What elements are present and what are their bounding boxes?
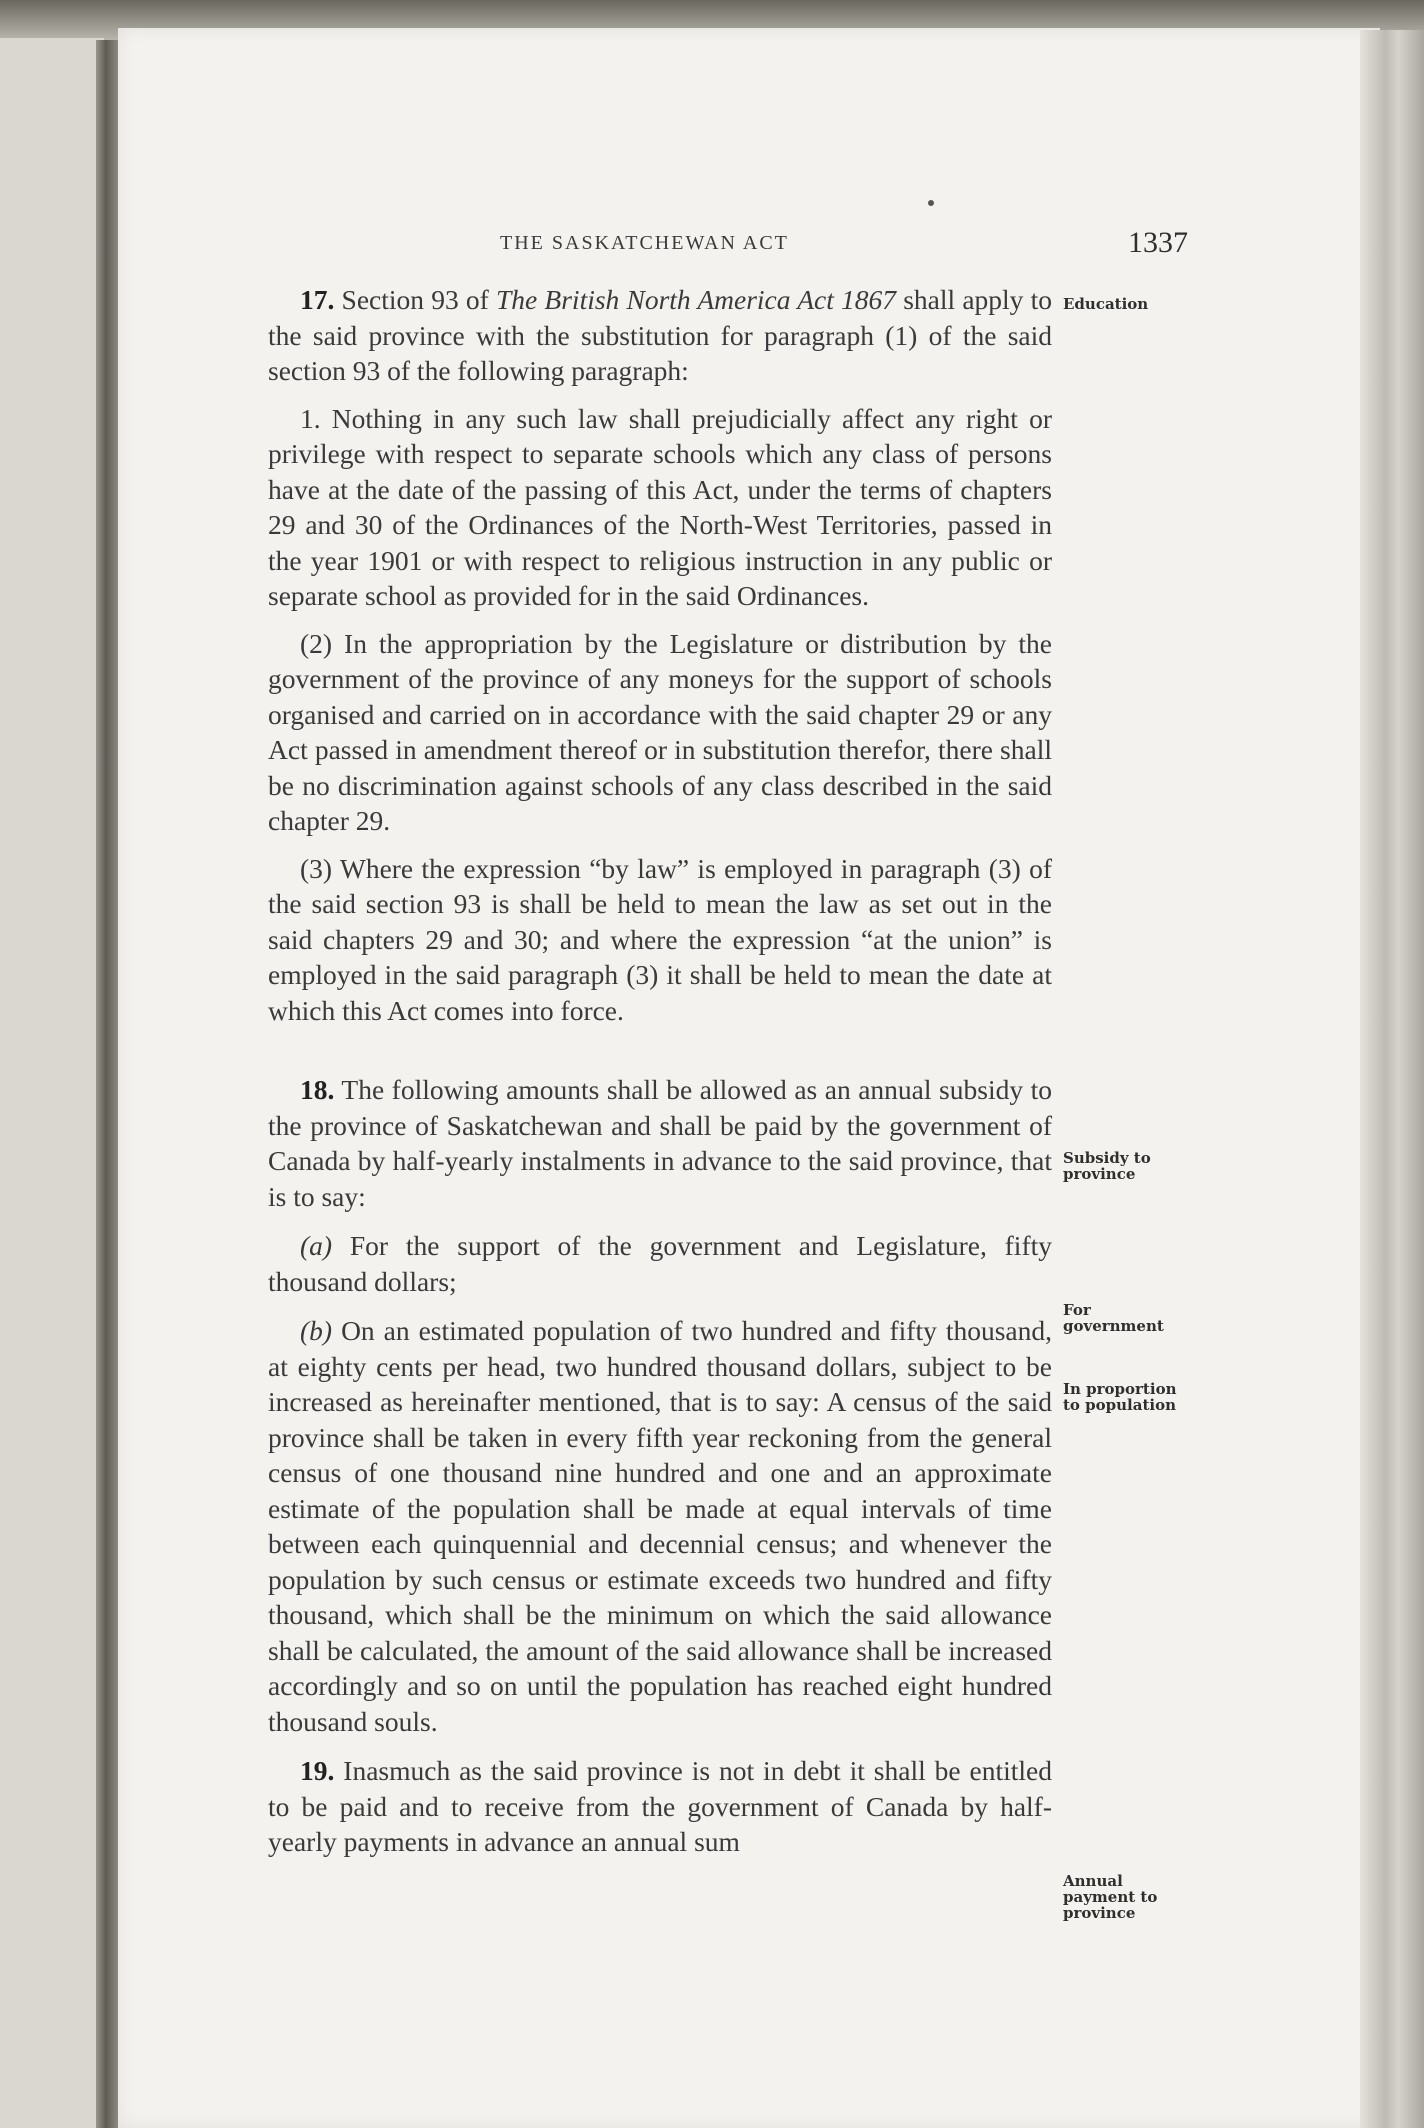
margin-note-subsidy: Subsidy to province: [1063, 1149, 1151, 1183]
section-19-body: Inasmuch as the said province is not in debt it shall be entitled to be paid and to receive from the government of Canada by half-yearly payments in advance an annual sum: [268, 1755, 1052, 1857]
book-gutter: [96, 40, 118, 2128]
section-17-intro-b: shall apply to the said province with the substitution for paragraph (1) of the said section 93 of the following paragraph:: [268, 284, 1052, 386]
section-17-number: 17.: [300, 284, 335, 315]
margin-note-government: For government: [1063, 1301, 1164, 1335]
section-18-number: 18.: [300, 1074, 335, 1105]
running-head: [268, 226, 1188, 266]
act-title: The British North America Act 1867: [496, 284, 897, 315]
clause-b-label: (b): [300, 1315, 333, 1346]
margin-note-education: Education: [1063, 295, 1149, 313]
ink-speck: [928, 200, 934, 206]
margin-note-population: In proportion to population: [1063, 1380, 1177, 1414]
facing-page-edge: [0, 38, 104, 2128]
section-18-intro-text: The following amounts shall be allowed as an annual subsidy to the province of Saskatchewan and shall be paid by the government of Canada by half-yearly instalments in advance to the said province, that is to say:: [268, 1074, 1052, 1212]
section-18-intro: [268, 1072, 1052, 1214]
page-stack-edge: [1360, 30, 1424, 2128]
page-body: [268, 282, 1052, 1860]
page-number: 1337: [1128, 226, 1188, 259]
section-18-clause-a: [268, 1228, 1052, 1299]
clause-a-text: For the support of the government and Legislature, fifty thousand dollars;: [268, 1230, 1052, 1297]
section-17-paragraph-3: (3) Where the expression “by law” is employed in paragraph (3) of the said section 93 is shall be held to mean the law as set out in the said chapters 29 and 30; and where the expression “at the union” is employed in the said paragraph (3) it shall be held to mean the date at which this Act comes into force.: [268, 852, 1052, 1026]
section-19-text: [268, 1753, 1052, 1860]
section-18-clause-b: [268, 1313, 1052, 1739]
clause-b-text: On an estimated population of two hundred and fifty thousand, at eighty cents per head, two hundred thousand dollars, subject to be increased as hereinafter mentioned, that is to say: A census of the said province shall be taken in every fifth year reckoning from the general census of one thousand nine hundred and one and an approximate estimate of the population shall be made at equal intervals of time between each quinquennial and decennial census; and whenever the population by such census or estimate exceeds two hundred and fifty thousand, which shall be the minimum on which the said allowance shall be calculated, the amount of the said allowance shall be increased accordingly and so on until the population has reached eight hundred thousand souls.: [268, 1315, 1052, 1737]
section-19-number: 19.: [300, 1755, 335, 1786]
clause-a-label: (a): [300, 1230, 333, 1261]
section-17-intro: [268, 282, 1052, 389]
margin-note-annual-payment: Annual payment to province: [1063, 1872, 1158, 1922]
running-head-title: THE SASKATCHEWAN ACT: [500, 232, 789, 254]
section-17-paragraph-2: (2) In the appropriation by the Legislature or distribution by the government of the province of any moneys for the support of schools organised and carried on in accordance with the said chapter 29 or any Act passed in amendment thereof or in substitution therefor, there shall be no discrimination against schools of any class described in the said chapter 29.: [268, 627, 1052, 836]
section-17-intro-a: Section 93 of: [334, 284, 496, 315]
section-17-paragraph-1: 1. Nothing in any such law shall prejudicially affect any right or privilege with respect to separate schools which any class of persons have at the date of the passing of this Act, under the terms of chapters 29 and 30 of the Ordinances of the North-West Territories, passed in the year 1901 or with respect to religious instruction in any public or separate school as provided for in the said Ordinances.: [268, 402, 1052, 611]
